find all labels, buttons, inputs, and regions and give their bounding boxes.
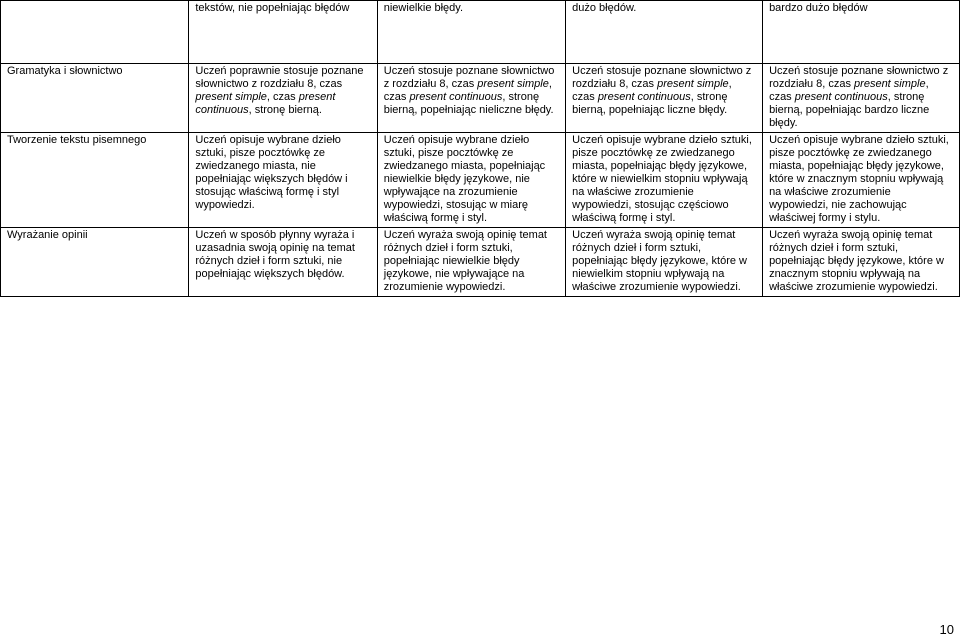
criterion-cell: [1, 1, 189, 64]
level-cell: dużo błędów.: [566, 1, 763, 64]
level-cell: Uczeń poprawnie stosuje poznane słownictwo z rozdziału 8, czas present simple, czas present continuous, stronę bierną.: [189, 64, 377, 133]
level-cell: niewielkie błędy.: [377, 1, 565, 64]
level-cell: Uczeń stosuje poznane słownictwo z rozdziału 8, czas present simple, czas present continuous, stronę bierną, popełniając bardzo liczne błędy.: [763, 64, 960, 133]
level-cell: Uczeń stosuje poznane słownictwo z rozdziału 8, czas present simple, czas present continuous, stronę bierną, popełniając liczne błędy.: [566, 64, 763, 133]
level-cell: tekstów, nie popełniając błędów: [189, 1, 377, 64]
table-row-continuation: [1, 1, 960, 64]
level-cell: Uczeń w sposób płynny wyraża i uzasadnia swoją opinię na temat różnych dzieł i form sztuki, nie popełniając większych błędów.: [189, 228, 377, 297]
level-cell: Uczeń opisuje wybrane dzieło sztuki, pisze pocztówkę ze zwiedzanego miasta, popełniając błędy językowe, które w niewielkim stopniu wpływają na właściwe zrozumienie wypowiedzi, stosując częściowo właściwą formę i styl.: [566, 133, 763, 228]
level-cell: Uczeń wyraża swoją opinię temat różnych dzieł i form sztuki, popełniając niewielkie błędy językowe, nie wpływające na zrozumienie wypowiedzi.: [377, 228, 565, 297]
page-number: 10: [939, 622, 954, 637]
level-cell: Uczeń stosuje poznane słownictwo z rozdziału 8, czas present simple, czas present continuous, stronę bierną, popełniając nieliczne błędy.: [377, 64, 565, 133]
level-cell: Uczeń opisuje wybrane dzieło sztuki, pisze pocztówkę ze zwiedzanego miasta, nie popełniając większych błędów i stosując właściwą formę i styl wypowiedzi.: [189, 133, 377, 228]
criterion-label: Gramatyka i słownictwo: [1, 64, 189, 133]
table-row-grammar: [1, 64, 960, 133]
criterion-label: Wyrażanie opinii: [1, 228, 189, 297]
grading-criteria-table: [0, 0, 960, 297]
level-cell: Uczeń wyraża swoją opinię temat różnych dzieł i form sztuki, popełniając błędy językowe, które w niewielkim stopniu wpływają na właściwe zrozumienie wypowiedzi.: [566, 228, 763, 297]
level-cell: Uczeń opisuje wybrane dzieło sztuki, pisze pocztówkę ze zwiedzanego miasta, popełniając niewielkie błędy językowe, nie wpływające na zrozumienie wypowiedzi, stosując w miarę właściwą formę i styl.: [377, 133, 565, 228]
table-row-opinion: [1, 228, 960, 297]
table-row-writing: [1, 133, 960, 228]
level-cell: Uczeń wyraża swoją opinię temat różnych dzieł i form sztuki, popełniając błędy językowe, które w znacznym stopniu wpływają na właściwe zrozumienie wypowiedzi.: [763, 228, 960, 297]
level-cell: bardzo dużo błędów: [763, 1, 960, 64]
criterion-label: Tworzenie tekstu pisemnego: [1, 133, 189, 228]
level-cell: Uczeń opisuje wybrane dzieło sztuki, pisze pocztówkę ze zwiedzanego miasta, popełniając błędy językowe, które w znacznym stopniu wpływają na właściwe zrozumienie wypowiedzi, nie zachowując właściwej formy i stylu.: [763, 133, 960, 228]
